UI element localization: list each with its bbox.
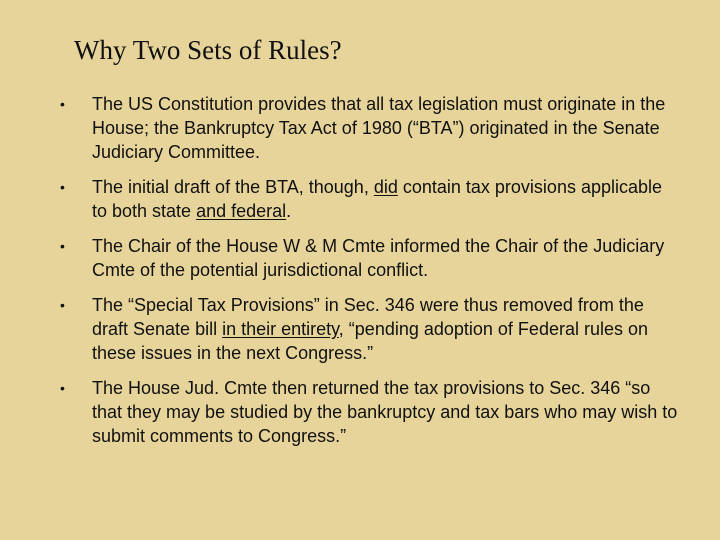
bullet-marker: • bbox=[60, 380, 65, 396]
bullet-item-house-jud-returned bbox=[60, 376, 680, 448]
bullet-marker: • bbox=[60, 179, 65, 195]
underlined-text: did bbox=[373, 177, 398, 197]
underlined-text: and federal bbox=[196, 201, 287, 221]
bullet-text: The Chair of the House W & M Cmte informed the Chair of the Judiciary Cmte of the potential jurisdictional conflict. bbox=[92, 236, 665, 280]
bullet-item-special-tax-provisions bbox=[60, 293, 680, 365]
bullet-marker: • bbox=[60, 238, 65, 254]
bullet-item-chair-informed bbox=[60, 234, 680, 282]
bullet-text: The “Special Tax Provisions” in Sec. 346 were thus removed from the draft Senate bill in their entirety, “pending adoption of Federal rules on these issues in the next Congress.” bbox=[92, 295, 649, 363]
bullet-text: The US Constitution provides that all tax legislation must originate in the House; the Bankruptcy Tax Act of 1980 (“BTA”) originated in the Senate Judiciary Committee. bbox=[92, 94, 666, 162]
bullet-text: The House Jud. Cmte then returned the tax provisions to Sec. 346 “so that they may be studied by the bankruptcy and tax bars who may wish to submit comments to Congress.” bbox=[92, 378, 678, 446]
slide-title: Why Two Sets of Rules? bbox=[74, 35, 342, 65]
bullet-item-constitution bbox=[60, 92, 680, 164]
underlined-text: in their entirety bbox=[222, 319, 339, 339]
bullet-item-initial-draft bbox=[60, 175, 680, 223]
bullet-marker: • bbox=[60, 297, 65, 313]
bullet-marker: • bbox=[60, 96, 65, 112]
bullet-text: The initial draft of the BTA, though, did contain tax provisions applicable to both state and federal. bbox=[92, 177, 663, 221]
bullet-list bbox=[60, 92, 680, 459]
